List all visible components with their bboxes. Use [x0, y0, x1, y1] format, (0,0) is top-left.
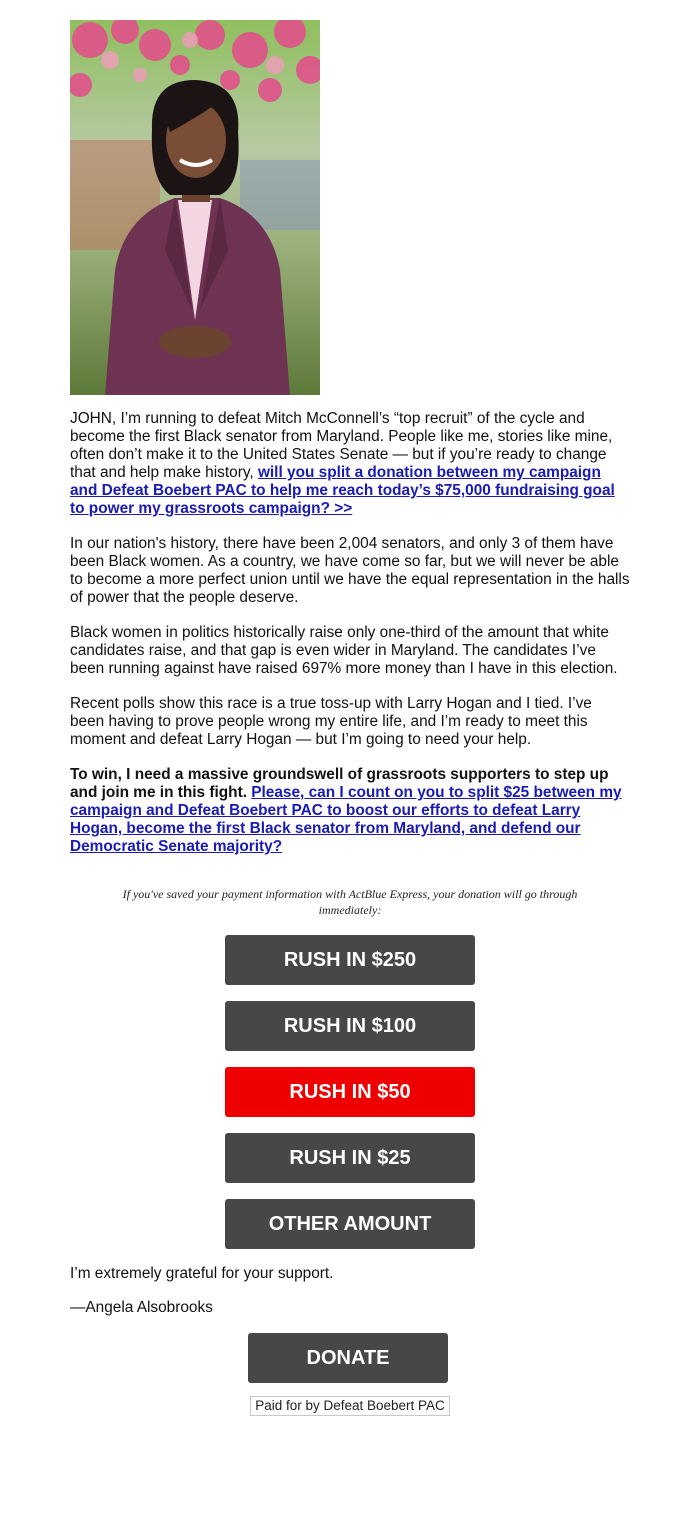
other-amount-button[interactable]: OTHER AMOUNT	[225, 1199, 475, 1249]
split-donation-link[interactable]: will you split a donation between my campaign and Defeat Boebert PAC to help me reach today’s $75,000 fundraising goal to power my grassroots campaign? >>	[70, 464, 615, 517]
paragraph-polls: Recent polls show this race is a true toss-up with Larry Hogan and I tied. I’ve been having to prove people wrong my entire life, and I’m ready to meet this moment and defeat Larry Hogan — but I’m going to need your help.	[70, 695, 592, 748]
rush-50-button[interactable]: RUSH IN $50	[225, 1067, 475, 1117]
paragraph-ask: To win, I need a massive groundswell of grassroots supporters to step up and join me in this fight. Please, can I count on you to split $25 between my campaign and Defeat Boebert PAC to boost our efforts to defeat Larry Hogan, become the first Black senator from Maryland, and defend our Democratic Senate majority?	[70, 766, 622, 855]
paragraph-history: In our nation's history, there have been 2,004 senators, and only 3 of them have been Black women. As a country, we have come so far, but we will never be able to become a more perfect union until we have the equal representation in the halls of power that the people deserve.	[70, 535, 630, 606]
paragraph-fundraising-gap: Black women in politics historically raise only one-third of the amount that white candidates raise, and that gap is even wider in Maryland. The candidates I’ve been running against have raised 697% more money than I have in this election.	[70, 624, 618, 677]
rush-25-button[interactable]: RUSH IN $25	[225, 1133, 475, 1183]
donate-button[interactable]: DONATE	[248, 1333, 448, 1383]
signature: —Angela Alsobrooks	[70, 1299, 213, 1316]
rush-100-button[interactable]: RUSH IN $100	[225, 1001, 475, 1051]
candidate-photo	[70, 20, 320, 395]
paid-for-disclaimer: Paid for by Defeat Boebert PAC	[250, 1396, 450, 1416]
rush-250-button[interactable]: RUSH IN $250	[225, 935, 475, 985]
actblue-express-note: If you've saved your payment information with ActBlue Express, your donation will go through immediately:	[122, 887, 578, 917]
paragraph-intro: JOHN, I’m running to defeat Mitch McConnell’s “top recruit” of the cycle and become the first Black senator from Maryland. People like me, stories like mine, often don’t make it to the United States Senate — but if you’re ready to change that and help make history, will you split a donation between my campaign and Defeat Boebert PAC to help me reach today’s $75,000 fundraising goal to power my grassroots campaign? >>	[70, 410, 615, 517]
split-25-link[interactable]: Please, can I count on you to split $25 between my campaign and Defeat Boebert PAC to boost our efforts to defeat Larry Hogan, become the first Black senator from Maryland, and defend our Democratic Senate majority?	[70, 784, 622, 855]
thanks-text: I’m extremely grateful for your support.	[70, 1265, 334, 1282]
email-body	[70, 410, 630, 873]
